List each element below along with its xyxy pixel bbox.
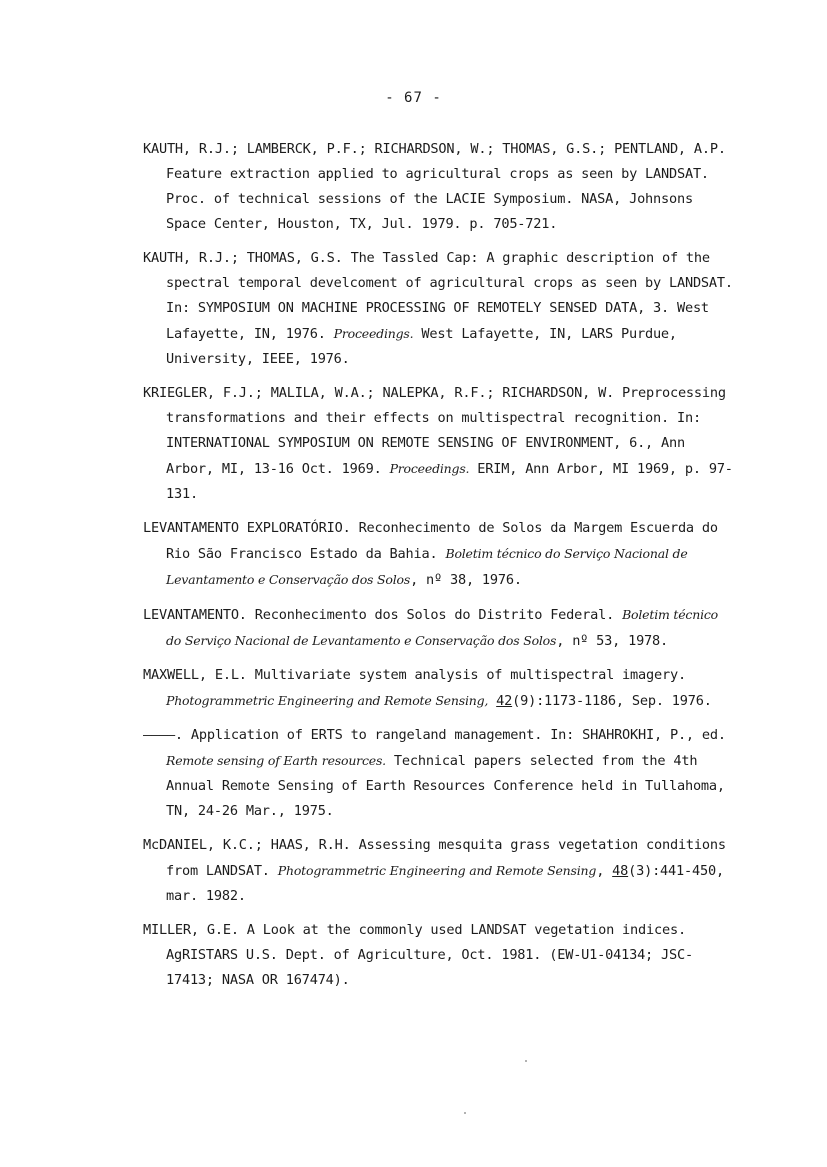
reference-tail: West Lafayette, IN, LARS Purdue, University, IEEE, 1976. xyxy=(166,326,677,367)
reference-entry xyxy=(143,918,733,993)
reference-italic: Proceedings. xyxy=(333,326,414,341)
page-number: - 67 - xyxy=(385,90,442,106)
reference-tail: Technical papers selected from the 4th Annual Remote Sensing of Earth Resources Conference held in Tullahoma, TN, 24-26 Mar., 1975. xyxy=(166,753,725,819)
reference-body: Reconhecimento dos Solos do Distrito Federal. xyxy=(246,607,623,623)
reference-authors: KRIEGLER, F.J.; MALILA, W.A.; NALEPKA, R.F.; RICHARDSON, W. xyxy=(143,385,615,401)
scan-speck xyxy=(525,1060,527,1062)
reference-entry xyxy=(143,137,733,237)
reference-authors: ————. xyxy=(143,727,183,743)
reference-entry xyxy=(143,663,733,714)
reference-authors: LEVANTAMENTO EXPLORATÓRIO. xyxy=(143,520,351,536)
reference-italic: Boletim técnico do Serviço Nacional de Levantamento e Conservação dos Solos xyxy=(166,546,688,587)
reference-body: A Look at the commonly used LANDSAT vegetation indices. AgRISTARS U.S. Dept. of Agriculture, Oct. 1981. (EW-U1-04134; JSC-17413; NASA OR 167474). xyxy=(166,922,693,988)
reference-entry xyxy=(143,602,733,654)
reference-italic: Photogrammetric Engineering and Remote Sensing, xyxy=(166,693,489,708)
reference-list xyxy=(143,137,733,1002)
reference-entry xyxy=(143,723,733,824)
reference-authors: MILLER, G.E. xyxy=(143,922,239,938)
reference-authors: McDANIEL, K.C.; HAAS, R.H. xyxy=(143,837,351,853)
reference-italic: Remote sensing of Earth resources. xyxy=(166,753,386,768)
reference-tail: (9):1173-1186, Sep. 1976. xyxy=(512,693,712,709)
reference-italic: Boletim técnico do Serviço Nacional de Levantamento e Conservação dos Solos xyxy=(166,607,719,648)
reference-body: Feature extraction applied to agricultural crops as seen by LANDSAT. Proc. of technical sessions of the LACIE Symposium. NASA, Johnsons Space Center, Houston, TX, Jul. 1979. p. 705-721. xyxy=(166,166,709,232)
reference-entry xyxy=(143,381,733,507)
reference-body: Assessing mesquita grass vegetation conditions from LANDSAT. xyxy=(166,837,726,879)
reference-tail: , nº 38, 1976. xyxy=(410,572,522,588)
scan-speck xyxy=(464,1112,466,1114)
reference-italic: Photogrammetric Engineering and Remote Sensing xyxy=(277,863,597,878)
reference-volume: 42 xyxy=(496,693,513,709)
reference-tail: ERIM, Ann Arbor, MI 1969, p. 97-131. xyxy=(166,461,733,502)
reference-tail: , nº 53, 1978. xyxy=(556,633,669,649)
reference-tail: (3):441-450, mar. 1982. xyxy=(166,863,724,904)
reference-body: The Tassled Cap: A graphic description of the spectral temporal develcoment of agricultural crops as seen by LANDSAT. In: SYMPOSIUM ON MACHINE PROCESSING OF REMOTELY SENSED DATA, 3. West Lafayette, IN, 1976. xyxy=(166,250,733,342)
reference-body: Application of ERTS to rangeland management. In: SHAHROKHI, P., ed. xyxy=(182,727,726,743)
reference-entry xyxy=(143,246,733,372)
reference-authors: KAUTH, R.J.; LAMBERCK, P.F.; RICHARDSON, W.; THOMAS, G.S.; PENTLAND, A.P. xyxy=(143,141,726,157)
reference-body: Multivariate system analysis of multispectral imagery. xyxy=(246,667,686,683)
reference-body: Reconhecimento de Solos da Margem Escuerda do Rio São Francisco Estado da Bahia. xyxy=(166,520,718,562)
reference-authors: KAUTH, R.J.; THOMAS, G.S. xyxy=(143,250,343,266)
reference-body: Preprocessing transformations and their effects on multispectral recognition. In: INTERNATIONAL SYMPOSIUM ON REMOTE SENSING OF ENVIRONMENT, 6., Ann Arbor, MI, 13-16 Oct. 1969. xyxy=(166,385,726,477)
reference-separator: , xyxy=(596,863,613,879)
reference-entry xyxy=(143,833,733,909)
reference-italic: Proceedings. xyxy=(389,461,470,476)
reference-volume: 48 xyxy=(612,863,629,879)
reference-entry xyxy=(143,516,733,593)
reference-authors: MAXWELL, E.L. xyxy=(143,667,247,683)
reference-authors: LEVANTAMENTO. xyxy=(143,607,247,623)
